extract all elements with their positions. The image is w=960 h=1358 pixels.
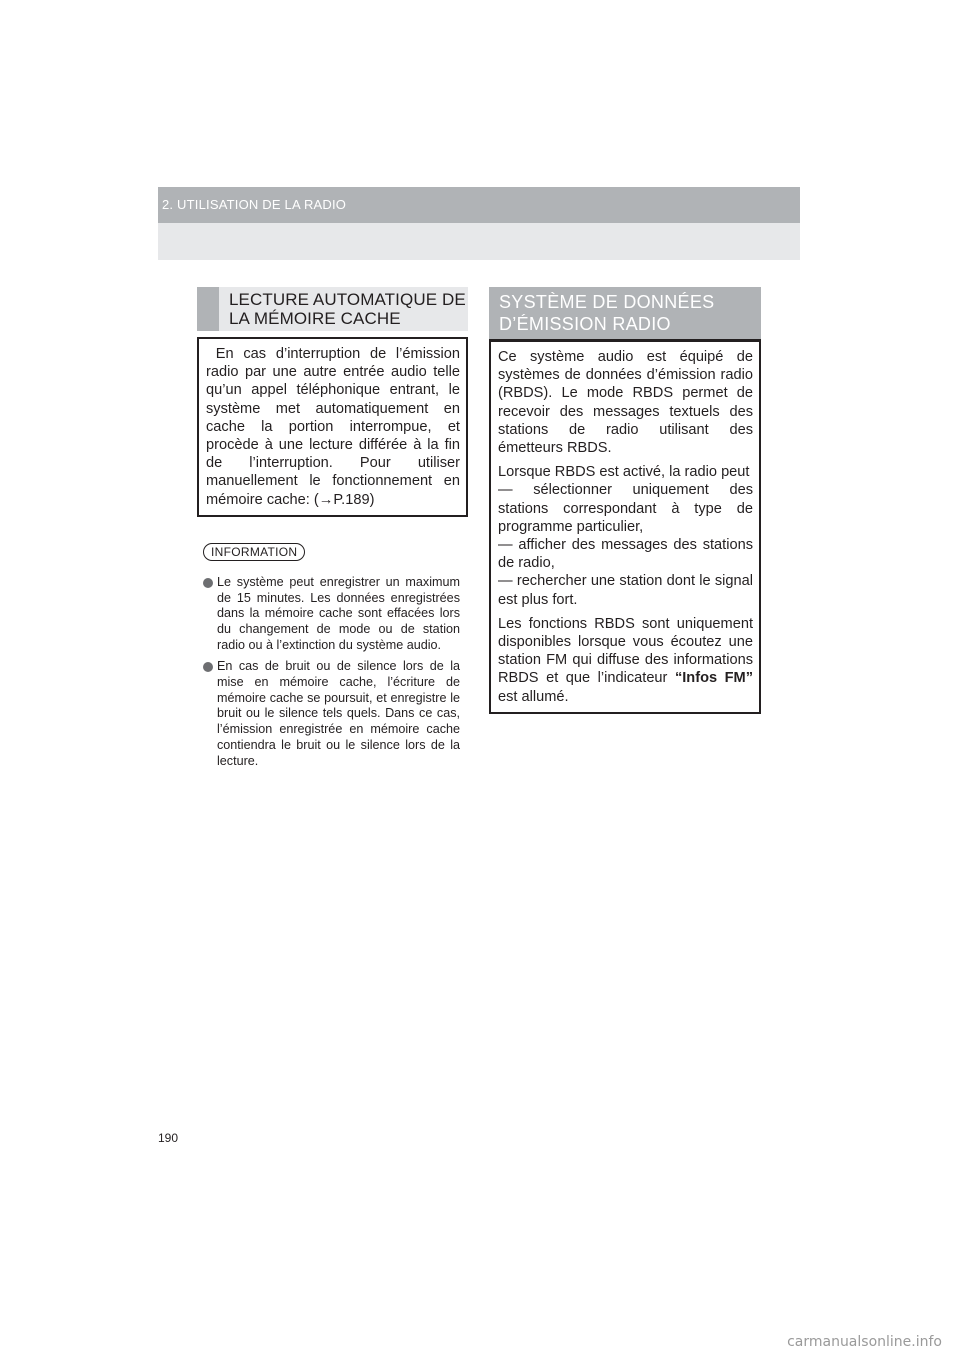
watermark: carmanualsonline.info bbox=[787, 1334, 942, 1350]
chapter-title: 2. UTILISATION DE LA RADIO bbox=[162, 197, 347, 212]
information-label: INFORMATION bbox=[203, 543, 305, 561]
rbds-description-box bbox=[489, 342, 761, 714]
rbds-paragraph-1: Ce système audio est équipé de systèmes de données d’émission radio (RBDS). Le mode RBDS permet de recevoir des messages textuels des stations de radio utilisant des émetteurs RBDS. bbox=[498, 349, 753, 457]
bullet-dot-icon bbox=[203, 662, 213, 672]
infos-fm-indicator: “Infos FM” bbox=[674, 670, 753, 687]
left-column bbox=[197, 287, 468, 775]
information-bullets bbox=[197, 575, 468, 769]
right-column bbox=[489, 287, 761, 714]
rbds-paragraph-2: Lorsque RBDS est activé, la radio peut — sélectionner uniquement des stations correspondant à type de programme particulier, — afficher des messages des stations de radio, — rechercher une station dont le signal est plus fort. bbox=[498, 464, 753, 608]
section-heading-cache bbox=[197, 287, 468, 331]
list-item: Le système peut enregistrer un maximum de 15 minutes. Les données enregistrées dans la mémoire cache sont effacées lors du changement de mode ou de station radio ou à l’extinction du système audio. bbox=[203, 575, 460, 654]
list-item: En cas de bruit ou de silence lors de la mise en mémoire cache, l’écriture de mémoire cache se poursuit, et enregistre le bruit ou le silence tels quels. Dans ce cas, l’émission enregistrée en mémoire cache contiendra le bruit ou le silence lors de la lecture. bbox=[203, 659, 460, 769]
heading-tab bbox=[197, 287, 219, 331]
heading-text: LECTURE AUTOMATIQUE DE LA MÉMOIRE CACHE bbox=[229, 290, 466, 328]
heading-text: SYSTÈME DE DONNÉES D’ÉMISSION RADIO bbox=[499, 292, 715, 334]
bullet-dot-icon bbox=[203, 578, 213, 588]
cache-description: En cas d’interruption de l’émission radio par une autre entrée audio telle qu’un appel téléphonique entrant, le système met automatiquement en cache la portion interrompue, et procède à une lecture différée à la fin de l’interruption. Pour utiliser manuellement le fonctionnement en mémoire cache: (→P.189) bbox=[206, 346, 465, 508]
rbds-paragraph-3: Les fonctions RBDS sont uniquement disponibles lorsque vous écoutez une station FM qui diffuse des informations RBDS et que l’indicateur “Infos FM” est allumé. bbox=[498, 615, 753, 705]
cache-description-box bbox=[197, 337, 468, 517]
page-number: 190 bbox=[158, 1131, 179, 1145]
header-bar bbox=[158, 187, 800, 223]
information-block bbox=[197, 543, 468, 769]
page-header bbox=[158, 187, 800, 260]
section-heading-rbds bbox=[489, 287, 761, 342]
